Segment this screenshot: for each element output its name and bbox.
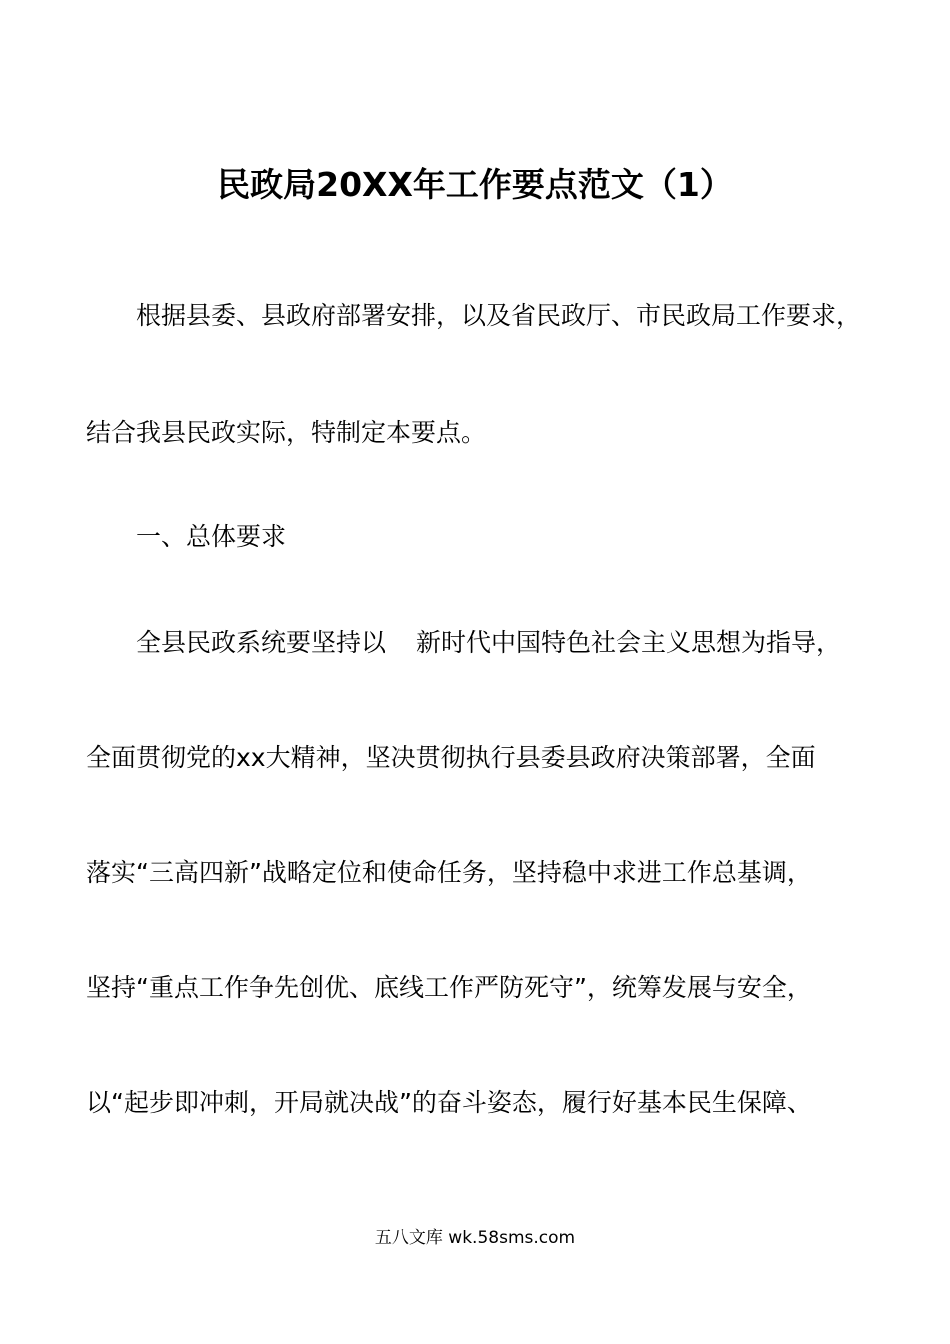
paragraph-line: 以“起步即冲刺，开局就决战”的奋斗姿态，履行好基本民生保障、 <box>86 1088 812 1117</box>
section-heading: 一、总体要求 <box>136 522 287 551</box>
paragraph-line-part: 新时代中国特色社会主义思想为指导， <box>416 628 842 657</box>
document-title: 民政局20XX年工作要点范文（1） <box>217 165 733 204</box>
paragraph-line: 全面贯彻党的xx大精神，坚决贯彻执行县委县政府决策部署，全面 <box>86 743 816 772</box>
paragraph-line: 坚持“重点工作争先创优、底线工作严防死守”，统筹发展与安全， <box>86 973 812 1002</box>
paragraph-line: 根据县委、县政府部署安排，以及省民政厅、市民政局工作要求， <box>136 301 862 330</box>
paragraph-line <box>136 625 841 661</box>
paragraph-line: 结合我县民政实际，特制定本要点。 <box>86 418 487 447</box>
page-footer: 五八文库 wk.58sms.com <box>374 1228 576 1248</box>
paragraph-line-part: 全县民政系统要坚持以 <box>136 628 387 657</box>
paragraph-line: 落实“三高四新”战略定位和使命任务，坚持稳中求进工作总基调， <box>86 858 812 887</box>
